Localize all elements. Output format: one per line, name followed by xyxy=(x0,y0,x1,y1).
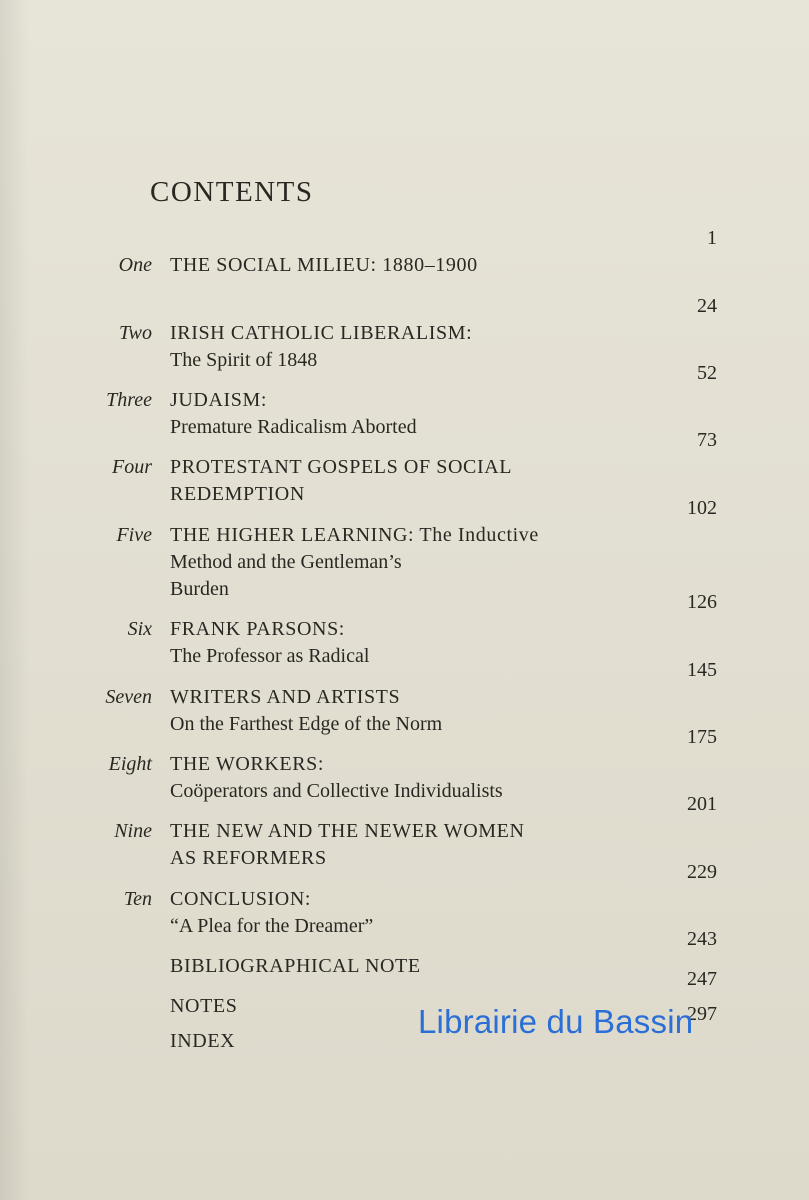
page-number: 201 xyxy=(687,793,717,815)
page-number: 175 xyxy=(687,726,717,748)
chapter-subtitle-line: On the Farthest Edge of the Norm xyxy=(170,713,443,735)
chapter-number: Five xyxy=(116,524,152,546)
chapter-title-line: THE SOCIAL MILIEU: 1880–1900 xyxy=(170,254,478,276)
chapter-subtitle-line: Coöperators and Collective Individualists xyxy=(170,780,503,802)
chapter-subtitle-line: The Professor as Radical xyxy=(170,645,370,667)
chapter-number: Ten xyxy=(123,888,152,910)
page-number: 1 xyxy=(707,227,717,249)
chapter-title-line: CONCLUSION: xyxy=(170,888,312,910)
page-number: 297 xyxy=(687,1003,717,1025)
page-number: 229 xyxy=(687,861,717,883)
chapter-title-line: REDEMPTION xyxy=(170,483,305,505)
page-number: 145 xyxy=(687,659,717,681)
chapter-number: Three xyxy=(106,389,152,411)
chapter-title-line: IRISH CATHOLIC LIBERALISM: xyxy=(170,322,473,344)
page-number: 247 xyxy=(687,968,717,990)
chapter-title-line: JUDAISM: xyxy=(170,389,268,411)
chapter-title-line: FRANK PARSONS: xyxy=(170,618,345,640)
section-title-line: BIBLIOGRAPHICAL NOTE xyxy=(170,955,421,977)
chapter-subtitle-line: Method and the Gentleman’s xyxy=(170,551,402,573)
chapter-title-line: THE NEW AND THE NEWER WOMEN xyxy=(170,820,525,842)
bookseller-watermark: Librairie du Bassin xyxy=(418,1003,694,1040)
chapter-subtitle-line: The Spirit of 1848 xyxy=(170,349,318,371)
contents-heading: CONTENTS xyxy=(150,176,314,208)
chapter-number: Four xyxy=(112,456,152,478)
chapter-number: Six xyxy=(127,618,152,640)
chapter-number: Seven xyxy=(105,686,152,708)
page-number: 243 xyxy=(687,928,717,950)
chapter-subtitle-line: Premature Radicalism Aborted xyxy=(170,416,417,438)
chapter-title-line: AS REFORMERS xyxy=(170,847,327,869)
chapter-subtitle-line: Burden xyxy=(170,578,229,600)
page-number: 102 xyxy=(687,497,717,519)
page-number: 52 xyxy=(697,362,717,384)
section-title-line: INDEX xyxy=(170,1030,236,1052)
chapter-number: Nine xyxy=(114,820,152,842)
section-title-line: NOTES xyxy=(170,995,238,1017)
chapter-subtitle-line: “A Plea for the Dreamer” xyxy=(170,915,374,937)
chapter-title-line: THE HIGHER LEARNING: The Inductive xyxy=(170,524,539,546)
chapter-title-line: WRITERS AND ARTISTS xyxy=(170,686,401,708)
chapter-number: Two xyxy=(119,322,152,344)
page-number: 126 xyxy=(687,591,717,613)
chapter-number: Eight xyxy=(108,753,152,775)
page-number: 24 xyxy=(697,295,717,317)
chapter-number: One xyxy=(118,254,152,276)
chapter-title-line: THE WORKERS: xyxy=(170,753,325,775)
chapter-title-line: PROTESTANT GOSPELS OF SOCIAL xyxy=(170,456,513,478)
page-number: 73 xyxy=(697,429,717,451)
